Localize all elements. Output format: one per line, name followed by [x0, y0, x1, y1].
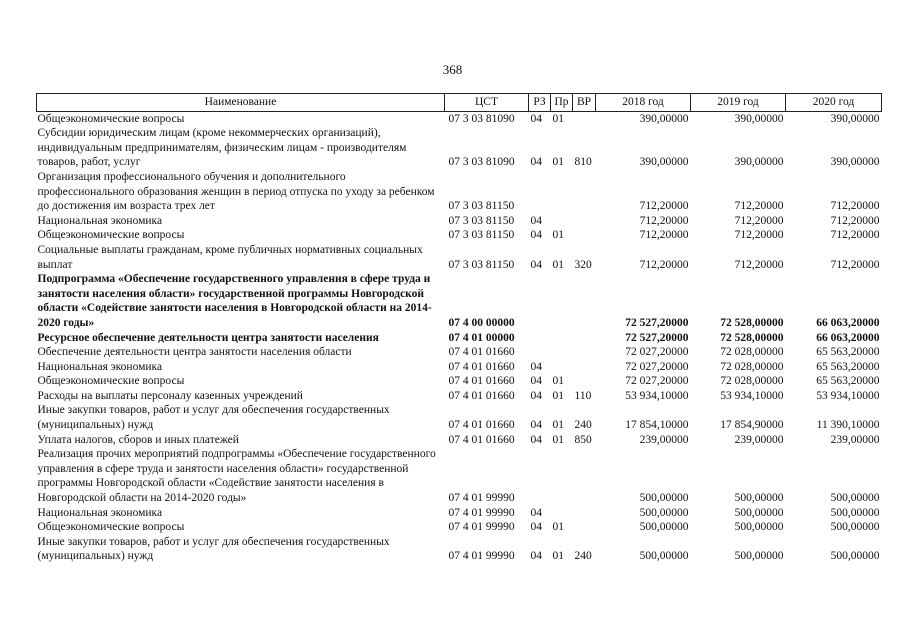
cell-cst: 07 4 01 99990	[448, 492, 515, 505]
cell-vr	[573, 506, 596, 521]
cell-y2018: 712,20000	[639, 229, 689, 242]
cell-y2018: 712,20000	[639, 258, 689, 271]
cell-cst: 07 3 03 81150	[448, 258, 515, 271]
cell-pr	[551, 360, 573, 375]
cell-y2019: 500,00000	[734, 550, 784, 563]
header-2018: 2018 год	[596, 94, 691, 112]
budget-table	[36, 93, 882, 564]
cell-name: Уплата налогов, сборов и иных платежей	[37, 433, 239, 446]
cell-rz	[529, 272, 551, 330]
cell-pr: 01	[552, 419, 564, 432]
cell-name: Организация профессионального обучения и дополнительного профессионального образования женщин в период отпуска по уходу за ребенком до достижения им возраста трех лет	[37, 170, 435, 213]
cell-rz: 04	[530, 506, 542, 519]
cell-vr	[573, 214, 596, 229]
cell-pr: 01	[552, 521, 564, 534]
cell-y2019: 500,00000	[734, 521, 784, 534]
cell-vr	[573, 360, 596, 375]
cell-rz	[529, 345, 551, 360]
cell-rz: 04	[530, 521, 542, 534]
cell-y2019: 239,00000	[734, 433, 784, 446]
table-row	[37, 170, 882, 214]
cell-vr	[573, 170, 596, 214]
table-row	[37, 535, 882, 564]
cell-y2018: 500,00000	[639, 550, 689, 563]
cell-y2018: 53 934,10000	[625, 389, 689, 402]
cell-rz: 04	[530, 433, 542, 446]
cell-vr	[573, 272, 596, 330]
cell-y2018: 500,00000	[639, 492, 689, 505]
cell-cst: 07 4 01 01660	[448, 346, 515, 359]
cell-vr: 850	[574, 433, 592, 446]
cell-y2020: 65 563,20000	[816, 360, 880, 373]
cell-pr	[551, 170, 573, 214]
cell-y2020: 390,00000	[830, 112, 880, 125]
cell-y2018: 72 027,20000	[625, 346, 689, 359]
cell-y2019: 712,20000	[734, 214, 784, 227]
cell-y2019: 72 528,00000	[720, 331, 784, 344]
cell-y2019: 72 528,00000	[720, 316, 784, 329]
cell-cst: 07 4 01 00000	[448, 331, 515, 344]
table-row	[37, 243, 882, 272]
cell-y2018: 17 854,10000	[625, 419, 689, 432]
cell-pr: 01	[552, 112, 564, 125]
cell-name: Социальные выплаты гражданам, кроме публичных нормативных социальных выплат	[37, 243, 423, 271]
cell-pr: 01	[552, 375, 564, 388]
cell-y2018: 72 027,20000	[625, 375, 689, 388]
cell-y2019: 72 028,00000	[720, 375, 784, 388]
cell-pr: 01	[552, 258, 564, 271]
table-row	[37, 272, 882, 330]
cell-cst: 07 3 03 81150	[448, 229, 515, 242]
cell-y2020: 390,00000	[830, 156, 880, 169]
cell-cst: 07 4 00 00000	[448, 316, 515, 329]
table-row	[37, 506, 882, 521]
cell-pr	[551, 331, 573, 346]
cell-y2018: 712,20000	[639, 214, 689, 227]
cell-y2019: 712,20000	[734, 258, 784, 271]
cell-name: Национальная экономика	[37, 214, 163, 227]
cell-rz: 04	[530, 156, 542, 169]
cell-vr	[573, 345, 596, 360]
table-row	[37, 345, 882, 360]
cell-y2018: 500,00000	[639, 506, 689, 519]
cell-y2018: 390,00000	[639, 112, 689, 125]
table-row	[37, 126, 882, 170]
cell-name: Иные закупки товаров, работ и услуг для обеспечения государственных (муниципальных) нужд	[37, 535, 390, 563]
table-row	[37, 360, 882, 375]
cell-y2019: 500,00000	[734, 506, 784, 519]
cell-name: Подпрограмма «Обеспечение государственного управления в сфере труда и занятости населения области» государственной программы Новгородской области «Содействие занятости населения в Новгородской области на 2014-2020 годы»	[37, 273, 432, 329]
cell-y2018: 712,20000	[639, 200, 689, 213]
cell-vr	[573, 374, 596, 389]
cell-pr: 01	[552, 433, 564, 446]
cell-vr: 240	[574, 419, 592, 432]
cell-cst: 07 4 01 01660	[448, 433, 515, 446]
cell-y2018: 72 527,20000	[625, 316, 689, 329]
cell-y2020: 11 390,10000	[816, 419, 880, 432]
cell-pr	[551, 272, 573, 330]
cell-cst: 07 4 01 99990	[448, 521, 515, 534]
cell-y2020: 500,00000	[830, 506, 880, 519]
header-cst: ЦСТ	[445, 94, 529, 112]
cell-name: Общеэкономические вопросы	[37, 229, 185, 242]
cell-name: Реализация прочих мероприятий подпрограммы «Обеспечение государственного управления в сфере труда и занятости населения области» государственной программы Новгородской области «Содействие занятости населения в Новгородской области на 2014-2020 годы»	[37, 448, 436, 505]
cell-rz: 04	[530, 550, 542, 563]
cell-y2020: 500,00000	[830, 550, 880, 563]
cell-cst: 07 4 01 01660	[448, 419, 515, 432]
cell-pr	[551, 214, 573, 229]
cell-pr: 01	[552, 156, 564, 169]
cell-pr	[551, 447, 573, 505]
table-row	[37, 403, 882, 432]
cell-rz: 04	[530, 214, 542, 227]
cell-vr	[573, 228, 596, 243]
table-row	[37, 111, 882, 126]
cell-vr	[573, 331, 596, 346]
header-row	[37, 94, 882, 112]
cell-y2020: 65 563,20000	[816, 375, 880, 388]
cell-y2020: 712,20000	[830, 214, 880, 227]
table-row	[37, 433, 882, 448]
cell-pr	[551, 506, 573, 521]
cell-rz: 04	[530, 419, 542, 432]
cell-y2020: 712,20000	[830, 200, 880, 213]
table-header	[37, 94, 882, 112]
table-row	[37, 214, 882, 229]
cell-vr	[573, 520, 596, 535]
cell-name: Национальная экономика	[37, 360, 163, 373]
cell-name: Общеэкономические вопросы	[37, 521, 185, 534]
cell-y2020: 712,20000	[830, 229, 880, 242]
page-number: 368	[442, 62, 463, 77]
cell-rz: 04	[530, 258, 542, 271]
cell-cst: 07 4 01 01660	[448, 360, 515, 373]
header-2019: 2019 год	[691, 94, 786, 112]
cell-cst: 07 3 03 81150	[448, 214, 515, 227]
cell-y2020: 500,00000	[830, 492, 880, 505]
cell-y2018: 72 027,20000	[625, 360, 689, 373]
cell-y2018: 390,00000	[639, 156, 689, 169]
cell-y2018: 72 527,20000	[625, 331, 689, 344]
cell-pr: 01	[552, 550, 564, 563]
cell-name: Общеэкономические вопросы	[37, 375, 185, 388]
cell-name: Расходы на выплаты персоналу казенных учреждений	[37, 389, 303, 402]
cell-pr: 01	[552, 389, 564, 402]
header-rz: РЗ	[529, 94, 551, 112]
cell-y2019: 72 028,00000	[720, 360, 784, 373]
table-body	[37, 111, 882, 564]
cell-cst: 07 4 01 99990	[448, 506, 515, 519]
header-pr: Пр	[551, 94, 573, 112]
cell-name: Субсидии юридическим лицам (кроме некоммерческих организаций), индивидуальным предпринимателям, физическим лицам - производителям товаров, работ, услуг	[37, 127, 407, 169]
header-name: Наименование	[37, 94, 445, 112]
cell-vr: 320	[574, 258, 592, 271]
cell-y2019: 53 934,10000	[720, 389, 784, 402]
cell-y2019: 17 854,90000	[720, 419, 784, 432]
table-row	[37, 331, 882, 346]
cell-cst: 07 3 03 81150	[448, 200, 515, 213]
cell-y2019: 390,00000	[734, 112, 784, 125]
cell-y2019: 712,20000	[734, 200, 784, 213]
cell-pr: 01	[552, 229, 564, 242]
cell-rz: 04	[530, 375, 542, 388]
header-2020: 2020 год	[786, 94, 882, 112]
cell-rz	[529, 447, 551, 505]
cell-cst: 07 4 01 01660	[448, 375, 515, 388]
table-row	[37, 520, 882, 535]
cell-y2019: 712,20000	[734, 229, 784, 242]
cell-name: Общеэкономические вопросы	[37, 112, 185, 125]
cell-name: Национальная экономика	[37, 506, 163, 519]
cell-rz: 04	[530, 229, 542, 242]
cell-name: Ресурсное обеспечение деятельности центра занятости населения	[37, 331, 379, 344]
table-row	[37, 228, 882, 243]
cell-pr	[551, 345, 573, 360]
cell-y2018: 500,00000	[639, 521, 689, 534]
cell-rz: 04	[530, 360, 542, 373]
cell-rz: 04	[530, 389, 542, 402]
cell-y2019: 500,00000	[734, 492, 784, 505]
cell-vr	[573, 111, 596, 126]
cell-vr	[573, 447, 596, 505]
table-row	[37, 374, 882, 389]
cell-y2020: 65 563,20000	[816, 346, 880, 359]
cell-vr: 110	[574, 389, 592, 402]
cell-y2020: 66 063,20000	[816, 331, 880, 344]
cell-rz: 04	[530, 112, 542, 125]
cell-vr: 240	[574, 550, 592, 563]
cell-vr: 810	[574, 156, 592, 169]
cell-y2020: 500,00000	[830, 521, 880, 534]
cell-rz	[529, 331, 551, 346]
cell-name: Иные закупки товаров, работ и услуг для обеспечения государственных (муниципальных) нужд	[37, 404, 390, 432]
cell-y2020: 53 934,10000	[816, 389, 880, 402]
cell-y2020: 66 063,20000	[816, 316, 880, 329]
cell-cst: 07 3 03 81090	[448, 156, 515, 169]
header-vr: ВР	[573, 94, 596, 112]
table-row	[37, 389, 882, 404]
cell-y2019: 390,00000	[734, 156, 784, 169]
cell-cst: 07 4 01 99990	[448, 550, 515, 563]
cell-y2020: 239,00000	[830, 433, 880, 446]
cell-cst: 07 4 01 01660	[448, 389, 515, 402]
cell-y2020: 712,20000	[830, 258, 880, 271]
cell-name: Обеспечение деятельности центра занятости населения области	[37, 346, 352, 359]
cell-y2019: 72 028,00000	[720, 346, 784, 359]
table-row	[37, 447, 882, 505]
cell-cst: 07 3 03 81090	[448, 112, 515, 125]
cell-y2018: 239,00000	[639, 433, 689, 446]
cell-rz	[529, 170, 551, 214]
